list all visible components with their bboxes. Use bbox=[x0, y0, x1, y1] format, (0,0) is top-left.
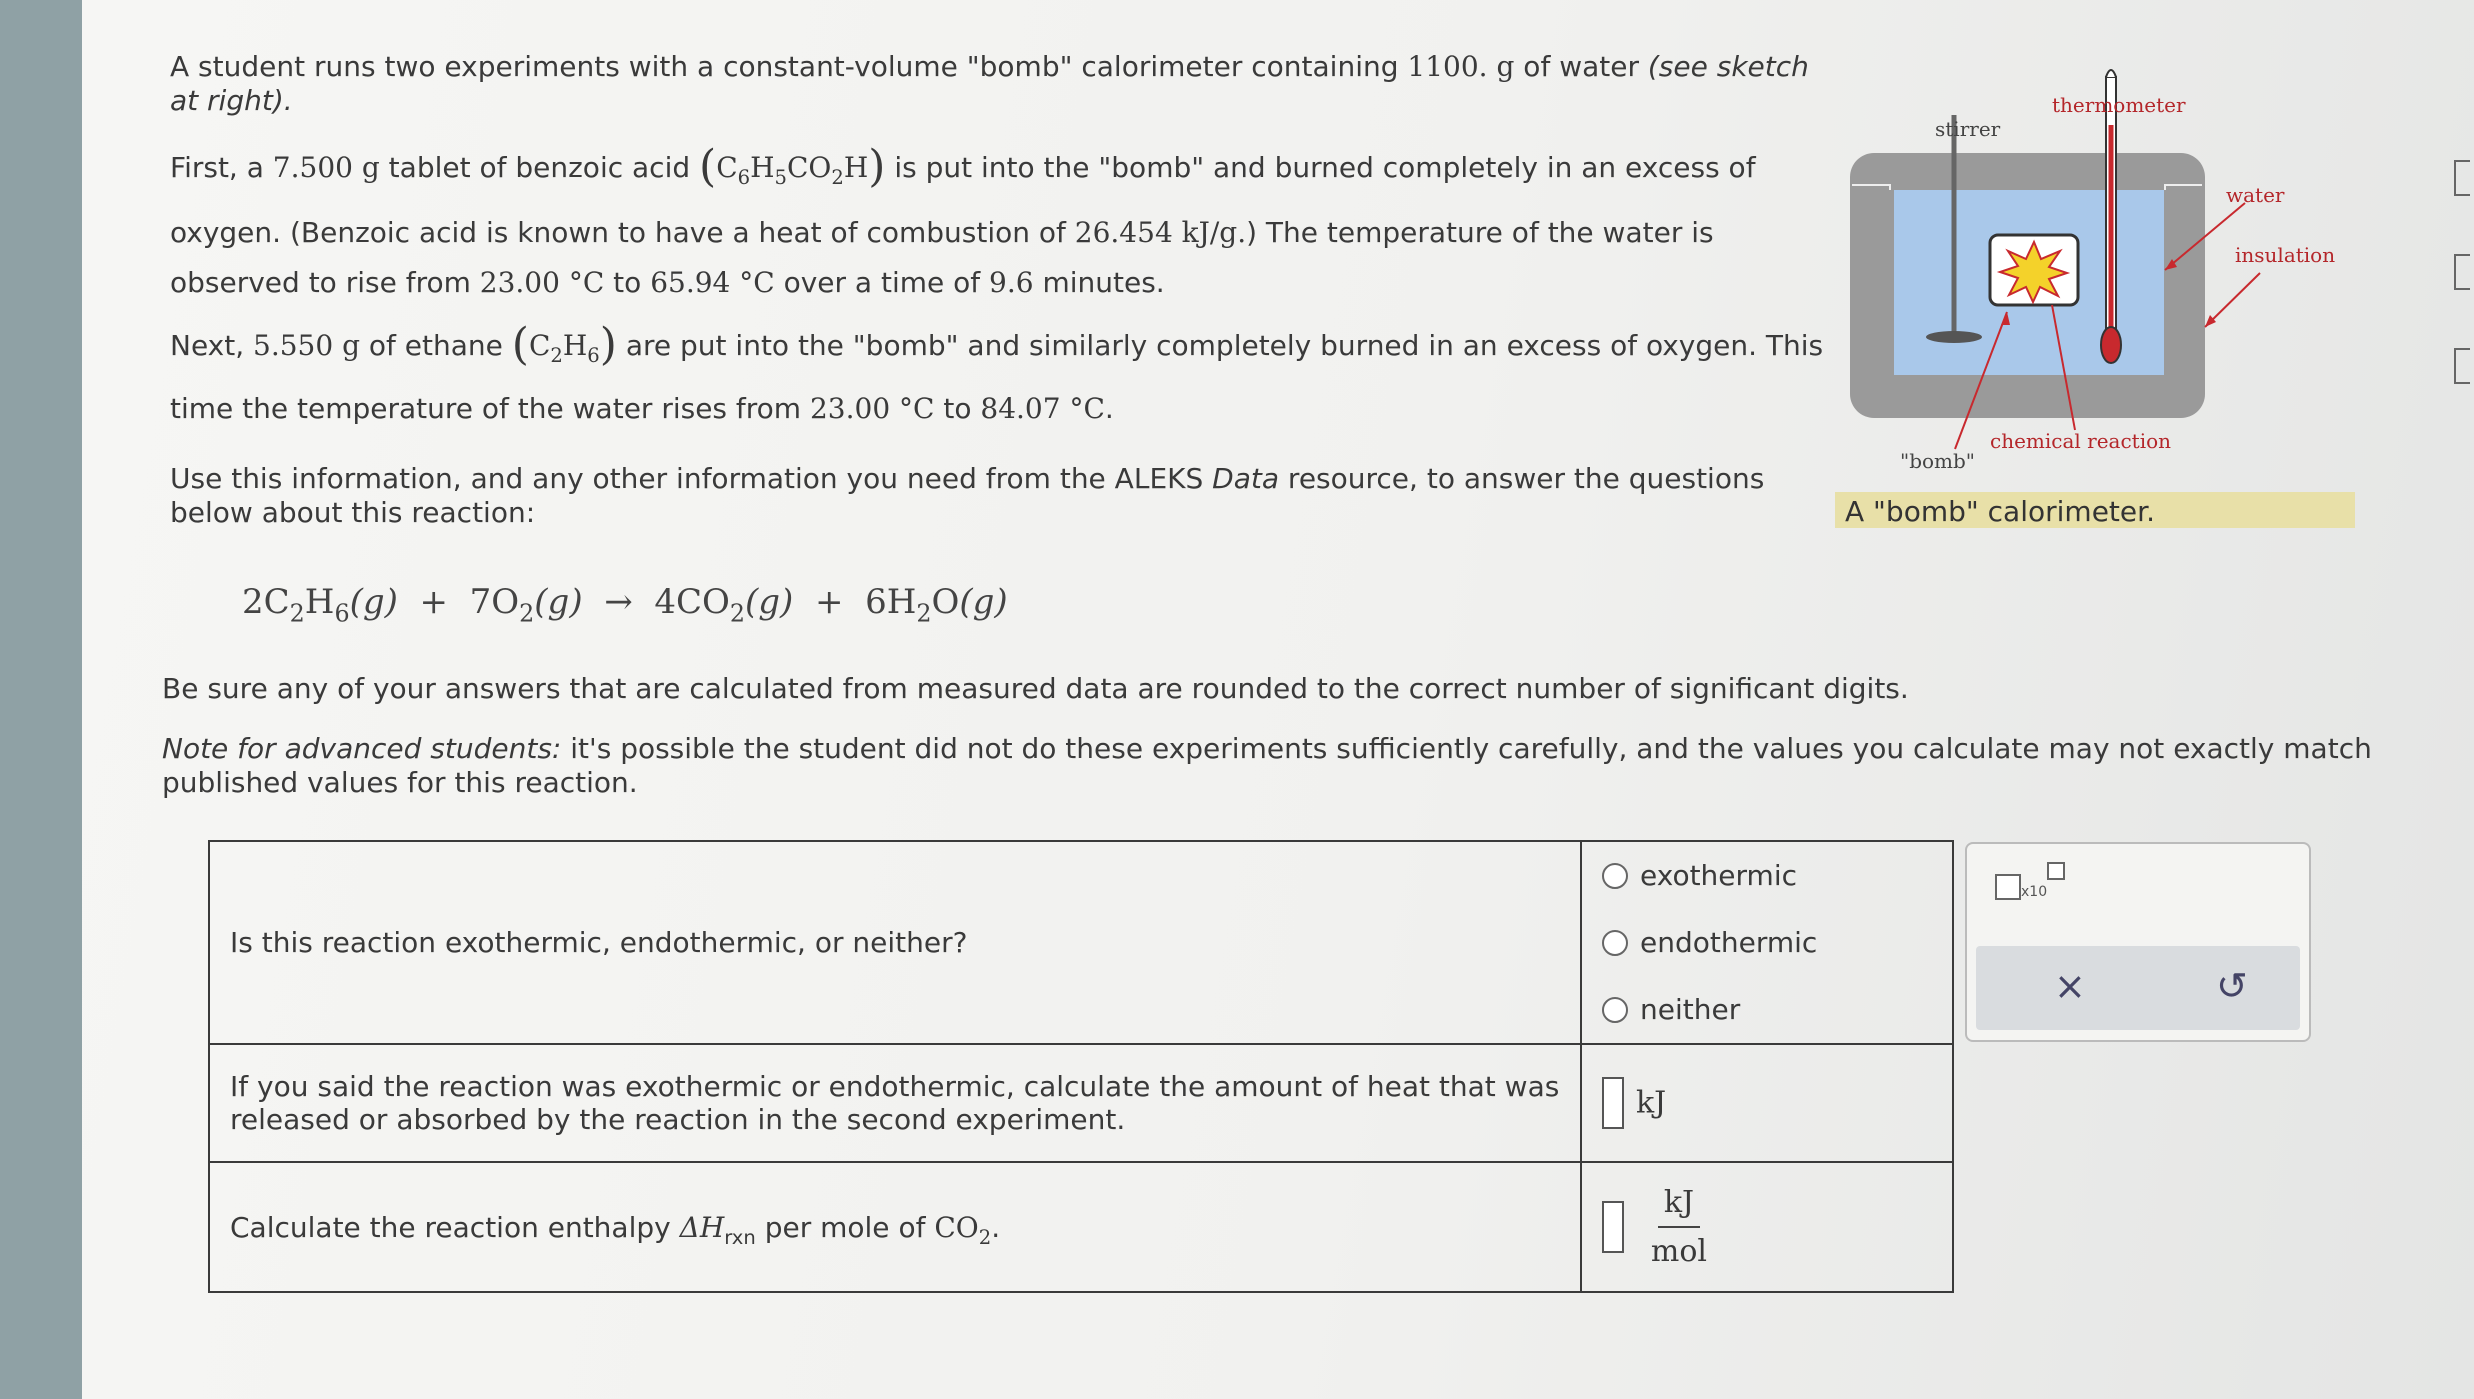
sigfig-note: Be sure any of your answers that are calculated from measured data are rounded to the correct number of significant digits. bbox=[162, 672, 1909, 705]
see-sketch-note: (see sketch at right). bbox=[170, 50, 1809, 117]
left-edge-bar bbox=[0, 0, 82, 1399]
intro-paragraph-1 bbox=[170, 50, 1830, 118]
temp-initial-2: 23.00 °C bbox=[809, 392, 935, 425]
question-1-answer bbox=[1581, 841, 1953, 1044]
text: are put into the "bomb" and similarly completely burned in an excess of oxygen. This bbox=[616, 329, 1824, 362]
radio-endothermic[interactable] bbox=[1602, 909, 1932, 976]
text: below about this reaction: bbox=[170, 496, 536, 529]
text: If you said the reaction was exothermic or endothermic, calculate the amount of heat that was bbox=[230, 1070, 1560, 1103]
stirrer-label: stirrer bbox=[1935, 117, 2001, 141]
tools-bar bbox=[1976, 946, 2300, 1030]
benzoic-mass: 7.500 g bbox=[272, 151, 380, 184]
text: time the temperature of the water rises from bbox=[170, 392, 810, 425]
question-3-answer bbox=[1581, 1162, 1953, 1292]
temp-final-1: 65.94 °C bbox=[650, 266, 775, 299]
text: of ethane bbox=[360, 329, 512, 362]
scientific-notation-button[interactable] bbox=[1995, 874, 2065, 900]
kj-unit: kJ bbox=[1636, 1085, 1667, 1121]
text: published values for this reaction. bbox=[162, 766, 638, 799]
question-3-text bbox=[209, 1162, 1581, 1292]
right-edge-toolbar bbox=[2454, 160, 2474, 384]
diagram-caption: A "bomb" calorimeter. bbox=[1845, 495, 2155, 528]
mantissa-box-icon bbox=[1995, 874, 2021, 900]
radio-circle[interactable] bbox=[1602, 930, 1628, 956]
radio-neither[interactable] bbox=[1602, 976, 1932, 1043]
text: over a time of bbox=[774, 266, 990, 299]
chemical-reaction-label: chemical reaction bbox=[1990, 429, 2172, 453]
intro-text: A student runs two experiments with a constant-volume "bomb" calorimeter containing bbox=[170, 50, 1408, 83]
text: is put into the "bomb" and burned completely in an excess of bbox=[885, 151, 1756, 184]
data-icon[interactable] bbox=[2454, 254, 2470, 290]
advanced-label: Note for advanced students: bbox=[162, 732, 562, 765]
state: (g) bbox=[745, 582, 794, 622]
data-resource-link[interactable]: Data bbox=[1212, 462, 1280, 495]
text: oxygen. (Benzoic acid is known to have a heat of combustion of bbox=[170, 216, 1075, 249]
question-row-3 bbox=[209, 1162, 1953, 1292]
state: (g) bbox=[959, 582, 1008, 622]
text: to bbox=[604, 266, 651, 299]
intro-paragraph-4 bbox=[170, 462, 1830, 530]
periodic-table-icon[interactable] bbox=[2454, 348, 2470, 384]
text: Calculate the reaction enthalpy bbox=[230, 1210, 680, 1244]
coef: 6 bbox=[865, 582, 887, 622]
questions-table bbox=[208, 840, 1954, 1293]
co2-formula: $CO_2$ bbox=[934, 1210, 992, 1249]
temp-initial-1: 23.00 °C bbox=[479, 266, 605, 299]
bomb-label: "bomb" bbox=[1900, 449, 1976, 473]
coef: 7 bbox=[469, 582, 492, 622]
stirrer-blade bbox=[1926, 331, 1982, 343]
ethane-formula: $(C_2H_6)$ bbox=[511, 319, 617, 370]
benzoic-acid-formula: $(C_6H_5CO_2H)$ bbox=[699, 141, 886, 192]
calculator-icon[interactable] bbox=[2454, 160, 2470, 196]
thermometer-bulb bbox=[2101, 327, 2121, 363]
water-mass-unit: g bbox=[1496, 50, 1515, 83]
question-1-text: Is this reaction exothermic, endothermic, or neither? bbox=[209, 841, 1581, 1044]
text: per mole of bbox=[755, 1210, 935, 1244]
water-label: water bbox=[2226, 183, 2285, 207]
text: minutes. bbox=[1033, 266, 1165, 299]
water-mass: 1100. bbox=[1407, 50, 1488, 83]
intro-paragraph-3 bbox=[170, 319, 1830, 426]
undo-button[interactable]: ↺ bbox=[2216, 964, 2248, 1008]
kj-per-mol-unit bbox=[1645, 1185, 1713, 1269]
x10-label: x10 bbox=[2021, 884, 2048, 900]
plus: + bbox=[419, 582, 449, 622]
temp-final-2: 84.07 °C bbox=[980, 392, 1105, 425]
reaction-equation: $2C_2H_6(g) + 7O_2(g) \to 4CO_2(g) + 6H_2O(g)$ bbox=[242, 582, 1008, 628]
ethane-mass: 5.550 g bbox=[253, 329, 361, 362]
insulation-label: insulation bbox=[2235, 243, 2336, 267]
unit-numerator: kJ bbox=[1658, 1185, 1700, 1228]
radio-label: neither bbox=[1640, 993, 1741, 1026]
text: Next, bbox=[170, 329, 254, 362]
enthalpy-answer-input[interactable] bbox=[1602, 1201, 1624, 1253]
radio-label: exothermic bbox=[1640, 859, 1797, 892]
intro-paragraph-2 bbox=[170, 141, 1830, 300]
text: observed to rise from bbox=[170, 266, 480, 299]
bomb-calorimeter-diagram bbox=[1820, 55, 2380, 475]
thermometer-label: thermometer bbox=[2052, 93, 2186, 117]
clear-button[interactable]: × bbox=[2054, 964, 2086, 1008]
state: (g) bbox=[534, 582, 583, 622]
reaction-arrow: → bbox=[604, 582, 633, 622]
delta-h: ΔH bbox=[679, 1210, 725, 1244]
text: ) The temperature of the water is bbox=[1246, 216, 1714, 249]
time-value: 9.6 bbox=[989, 266, 1034, 299]
text: released or absorbed by the reaction in the second experiment. bbox=[230, 1103, 1126, 1136]
radio-circle[interactable] bbox=[1602, 997, 1628, 1023]
plus: + bbox=[814, 582, 844, 622]
text: it's possible the student did not do these experiments sufficiently carefully, and the values you calculate may not exactly match bbox=[561, 732, 2372, 765]
question-row-2 bbox=[209, 1044, 1953, 1162]
question-row-1 bbox=[209, 841, 1953, 1044]
coef: 4 bbox=[654, 582, 676, 622]
question-2-text bbox=[209, 1044, 1581, 1162]
advanced-note bbox=[162, 732, 2372, 800]
radio-label: endothermic bbox=[1640, 926, 1818, 959]
exponent-box-icon bbox=[2047, 862, 2065, 880]
text: First, a bbox=[170, 151, 273, 184]
heat-answer-input[interactable] bbox=[1602, 1077, 1624, 1129]
coef: 2 bbox=[242, 582, 264, 622]
text: to bbox=[934, 392, 981, 425]
text: resource, to answer the questions bbox=[1279, 462, 1765, 495]
text: tablet of benzoic acid bbox=[379, 151, 700, 184]
rxn-subscript: rxn bbox=[724, 1225, 756, 1249]
text: . bbox=[1104, 392, 1114, 425]
question-2-answer bbox=[1581, 1044, 1953, 1162]
answer-tools-panel bbox=[1965, 842, 2311, 1042]
radio-circle[interactable] bbox=[1602, 863, 1628, 889]
intro-text: of water bbox=[1514, 50, 1648, 83]
text: . bbox=[991, 1210, 1001, 1244]
heat-of-combustion: 26.454 kJ/g. bbox=[1074, 216, 1247, 249]
radio-exothermic[interactable] bbox=[1602, 842, 1932, 909]
state: (g) bbox=[349, 582, 398, 622]
text: Use this information, and any other information you need from the ALEKS bbox=[170, 462, 1213, 495]
unit-denominator: mol bbox=[1650, 1234, 1708, 1269]
